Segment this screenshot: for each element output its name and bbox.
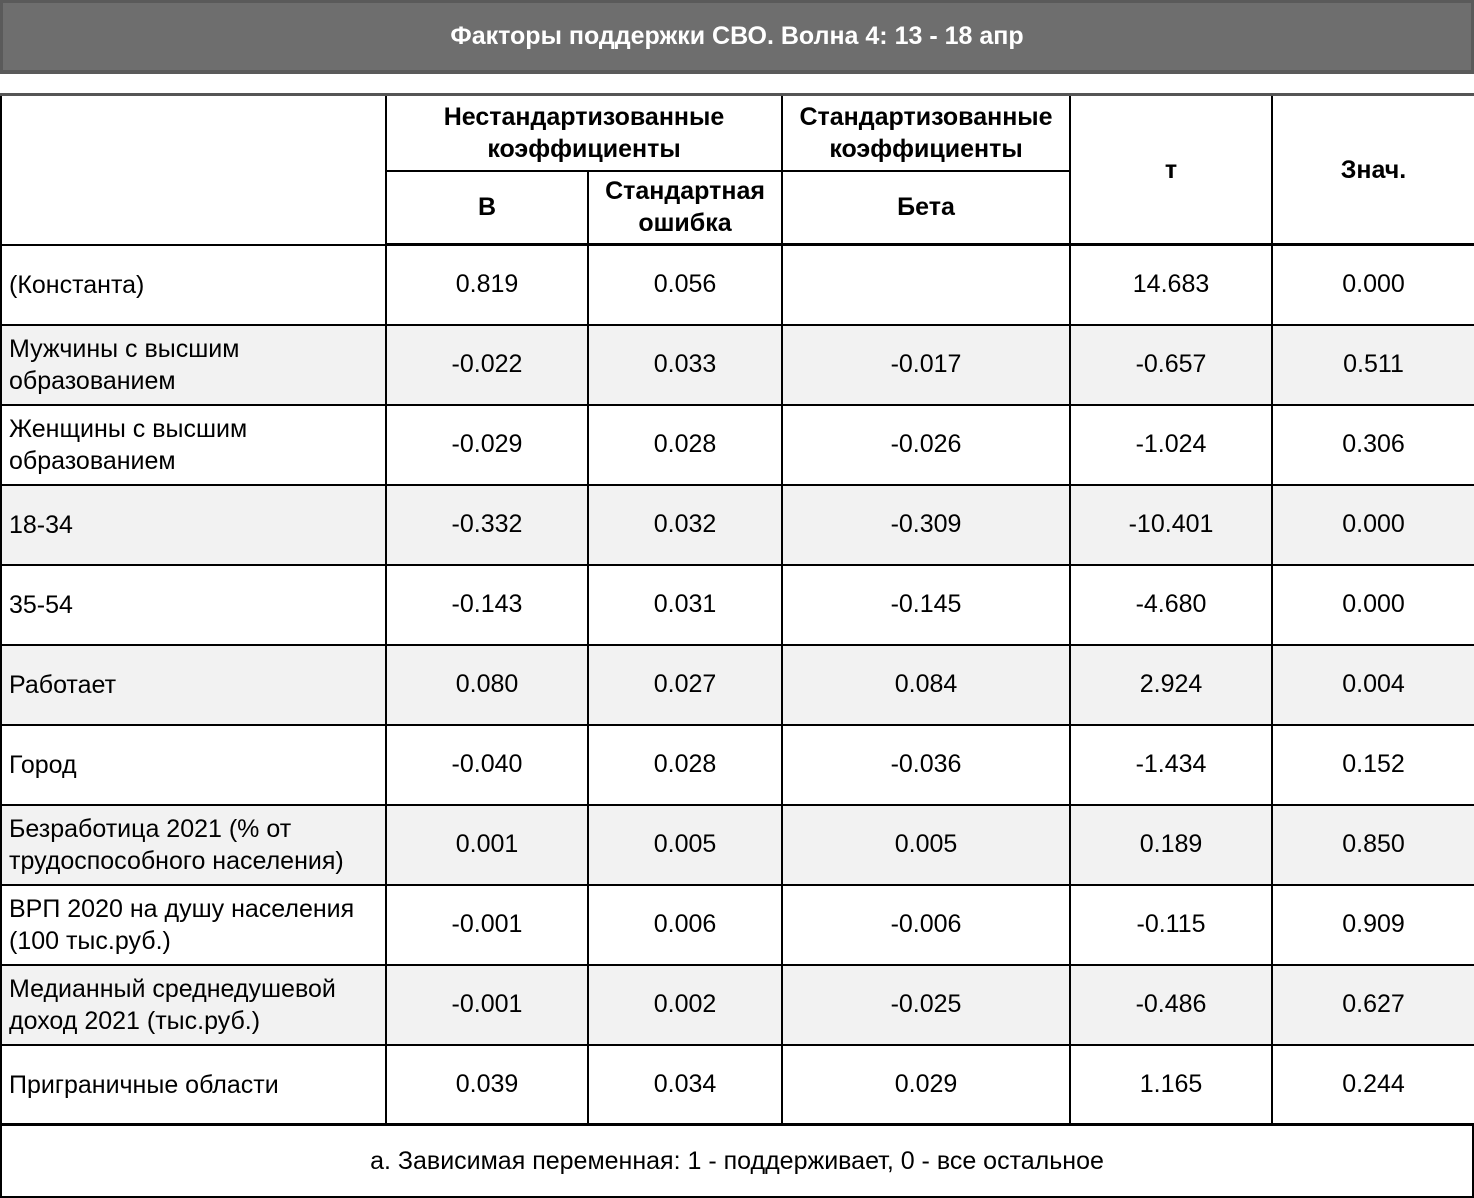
cell-b: -0.332: [386, 485, 588, 565]
cell-b: -0.001: [386, 965, 588, 1045]
table-row: [1, 725, 1474, 805]
cell-std-error: 0.027: [588, 645, 782, 725]
cell-beta: 0.084: [782, 645, 1070, 725]
cell-t: -0.657: [1070, 325, 1272, 405]
cell-sig: 0.850: [1272, 805, 1474, 885]
header-b: B: [386, 171, 588, 245]
cell-t: 14.683: [1070, 245, 1272, 325]
table-row: [1, 485, 1474, 565]
cell-beta: -0.145: [782, 565, 1070, 645]
cell-t: -0.486: [1070, 965, 1272, 1045]
header-t: т: [1070, 95, 1272, 245]
table-row: [1, 805, 1474, 885]
corner-cell: [1, 95, 386, 245]
cell-beta: [782, 245, 1070, 325]
cell-sig: 0.909: [1272, 885, 1474, 965]
cell-std-error: 0.034: [588, 1045, 782, 1125]
cell-t: -1.434: [1070, 725, 1272, 805]
cell-beta: -0.036: [782, 725, 1070, 805]
table-row: [1, 405, 1474, 485]
row-label: Медианный среднедушевой доход 2021 (тыс.руб.): [1, 965, 386, 1045]
cell-sig: 0.000: [1272, 485, 1474, 565]
row-label: 35-54: [1, 565, 386, 645]
cell-b: 0.039: [386, 1045, 588, 1125]
table-row: [1, 1045, 1474, 1125]
cell-sig: 0.152: [1272, 725, 1474, 805]
cell-t: 2.924: [1070, 645, 1272, 725]
row-label: Работает: [1, 645, 386, 725]
cell-t: 1.165: [1070, 1045, 1272, 1125]
cell-b: 0.819: [386, 245, 588, 325]
table-row: [1, 245, 1474, 325]
header-unstandardized: Нестандартизованные коэффициенты: [386, 95, 782, 171]
cell-sig: 0.306: [1272, 405, 1474, 485]
row-label: Приграничные области: [1, 1045, 386, 1125]
cell-t: -0.115: [1070, 885, 1272, 965]
header-std-error: Стандартная ошибка: [588, 171, 782, 245]
row-label: (Константа): [1, 245, 386, 325]
cell-sig: 0.000: [1272, 565, 1474, 645]
cell-t: 0.189: [1070, 805, 1272, 885]
cell-beta: -0.309: [782, 485, 1070, 565]
table-row: [1, 645, 1474, 725]
cell-t: -10.401: [1070, 485, 1272, 565]
cell-sig: 0.511: [1272, 325, 1474, 405]
cell-b: 0.001: [386, 805, 588, 885]
cell-b: -0.143: [386, 565, 588, 645]
regression-table: [0, 93, 1474, 1126]
row-label: Мужчины с высшим образованием: [1, 325, 386, 405]
cell-std-error: 0.002: [588, 965, 782, 1045]
cell-std-error: 0.005: [588, 805, 782, 885]
cell-std-error: 0.033: [588, 325, 782, 405]
row-label: Город: [1, 725, 386, 805]
cell-beta: 0.029: [782, 1045, 1070, 1125]
header-standardized: Стандартизованные коэффициенты: [782, 95, 1070, 171]
cell-sig: 0.627: [1272, 965, 1474, 1045]
cell-sig: 0.244: [1272, 1045, 1474, 1125]
cell-std-error: 0.031: [588, 565, 782, 645]
cell-b: 0.080: [386, 645, 588, 725]
table-row: [1, 965, 1474, 1045]
cell-b: -0.022: [386, 325, 588, 405]
cell-beta: -0.006: [782, 885, 1070, 965]
cell-std-error: 0.006: [588, 885, 782, 965]
cell-t: -1.024: [1070, 405, 1272, 485]
cell-std-error: 0.028: [588, 405, 782, 485]
cell-b: -0.001: [386, 885, 588, 965]
cell-b: -0.029: [386, 405, 588, 485]
row-label: 18-34: [1, 485, 386, 565]
cell-t: -4.680: [1070, 565, 1272, 645]
footnote: a. Зависимая переменная: 1 - поддерживает, 0 - все остальное: [0, 1123, 1474, 1198]
cell-b: -0.040: [386, 725, 588, 805]
header-sig: Знач.: [1272, 95, 1474, 245]
header-beta: Бета: [782, 171, 1070, 245]
cell-beta: 0.005: [782, 805, 1070, 885]
table-row: [1, 565, 1474, 645]
table-title: Факторы поддержки СВО. Волна 4: 13 - 18 апр: [0, 0, 1474, 74]
row-label: ВРП 2020 на душу населения (100 тыс.руб.): [1, 885, 386, 965]
cell-sig: 0.004: [1272, 645, 1474, 725]
cell-beta: -0.026: [782, 405, 1070, 485]
row-label: Безработица 2021 (% от трудоспособного населения): [1, 805, 386, 885]
cell-std-error: 0.032: [588, 485, 782, 565]
cell-sig: 0.000: [1272, 245, 1474, 325]
table-row: [1, 325, 1474, 405]
cell-beta: -0.025: [782, 965, 1070, 1045]
cell-std-error: 0.056: [588, 245, 782, 325]
row-label: Женщины с высшим образованием: [1, 405, 386, 485]
cell-std-error: 0.028: [588, 725, 782, 805]
cell-beta: -0.017: [782, 325, 1070, 405]
table-row: [1, 885, 1474, 965]
